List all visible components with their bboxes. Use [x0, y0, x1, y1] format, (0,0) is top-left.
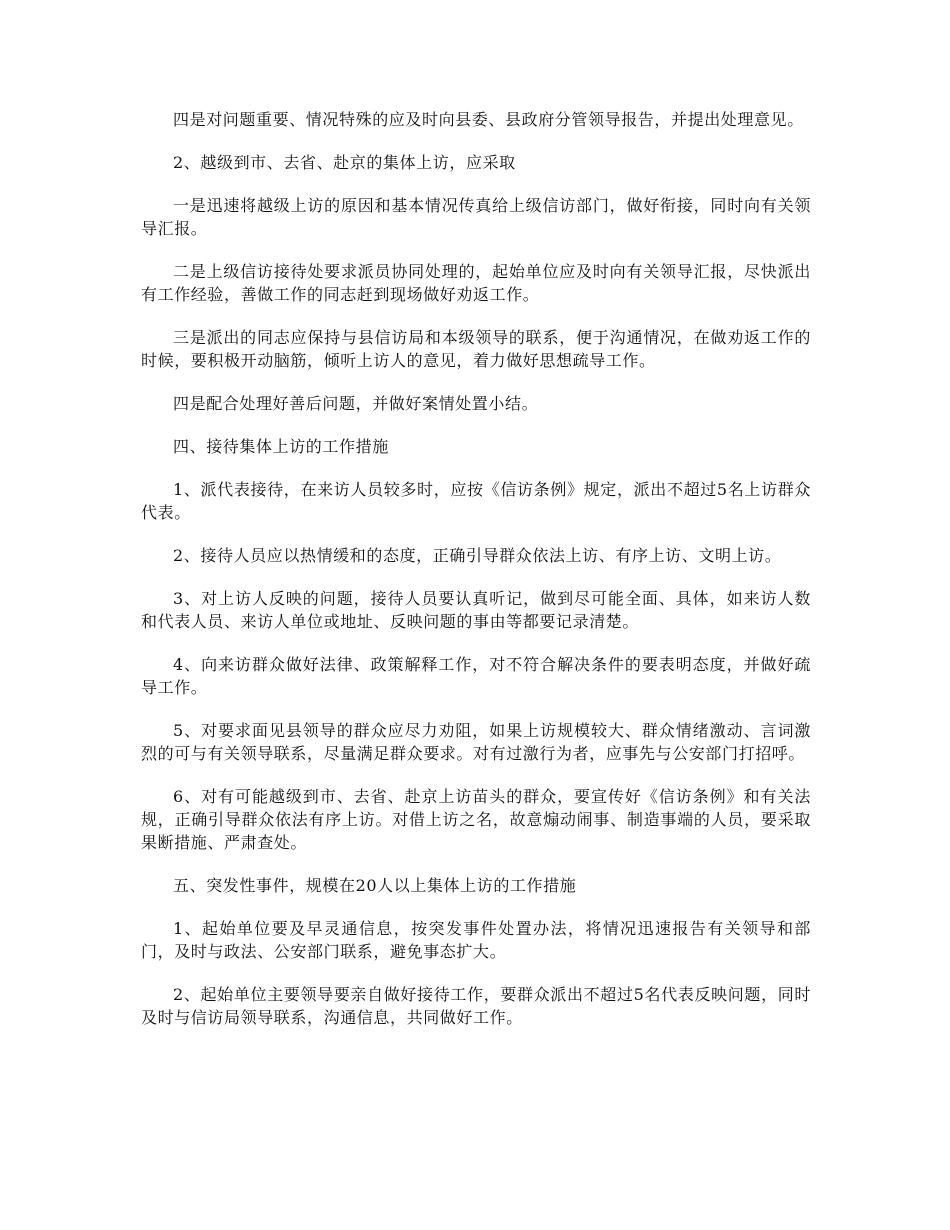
paragraph: 四是对问题重要、情况特殊的应及时向县委、县政府分管领导报告，并提出处理意见。	[173, 110, 804, 129]
paragraph: 6、对有可能越级到市、去省、赴京上访苗头的群众，要宣传好《信访条例》和有关法规，正确引导群众依法有序上访。对借上访之名，故意煽动闹事、制造事端的人员，要采取果断措施、严肃查处。	[141, 787, 811, 852]
paragraph: 2、接待人员应以热情缓和的态度，正确引导群众依法上访、有序上访、文明上访。	[173, 546, 782, 565]
document-body	[141, 108, 811, 1049]
paragraph: 5、对要求面见县领导的群众应尽力劝阻，如果上访规模较大、群众情绪激动、言词激烈的可与有关领导联系，尽量满足群众要求。对有过激行为者，应事先与公安部门打招呼。	[141, 721, 811, 763]
paragraph: 2、越级到市、去省、赴京的集体上访，应采取	[173, 153, 516, 172]
paragraph: 4、向来访群众做好法律、政策解释工作，对不符合解决条件的要表明态度，并做好疏导工作。	[141, 655, 811, 697]
paragraph: 二是上级信访接待处要求派员协同处理的，起始单位应及时向有关领导汇报，尽快派出有工作经验，善做工作的同志赶到现场做好劝返工作。	[141, 262, 811, 304]
paragraph: 3、对上访人反映的问题，接待人员要认真听记，做到尽可能全面、具体，如来访人数和代表人员、来访人单位或地址、反映问题的事由等都要记录清楚。	[141, 589, 811, 631]
paragraph: 1、起始单位要及早灵通信息，按突发事件处置办法，将情况迅速报告有关领导和部门，及时与政法、公安部门联系，避免事态扩大。	[141, 919, 811, 961]
section-heading: 五、突发性事件，规模在20人以上集体上访的工作措施	[173, 876, 577, 895]
paragraph: 四是配合处理好善后问题，并做好案情处置小结。	[173, 394, 539, 413]
paragraph: 三是派出的同志应保持与县信访局和本级领导的联系，便于沟通情况，在做劝返工作的时候，要积极开动脑筋，倾听上访人的意见，着力做好思想疏导工作。	[141, 328, 811, 370]
section-heading: 四、接待集体上访的工作措施	[173, 437, 389, 456]
paragraph: 2、起始单位主要领导要亲自做好接待工作，要群众派出不超过5名代表反映问题，同时及时与信访局领导联系，沟通信息，共同做好工作。	[141, 985, 811, 1027]
paragraph: 一是迅速将越级上访的原因和基本情况传真给上级信访部门，做好衔接，同时向有关领导汇报。	[141, 196, 811, 238]
paragraph: 1、派代表接待，在来访人员较多时，应按《信访条例》规定，派出不超过5名上访群众代表。	[141, 480, 811, 522]
